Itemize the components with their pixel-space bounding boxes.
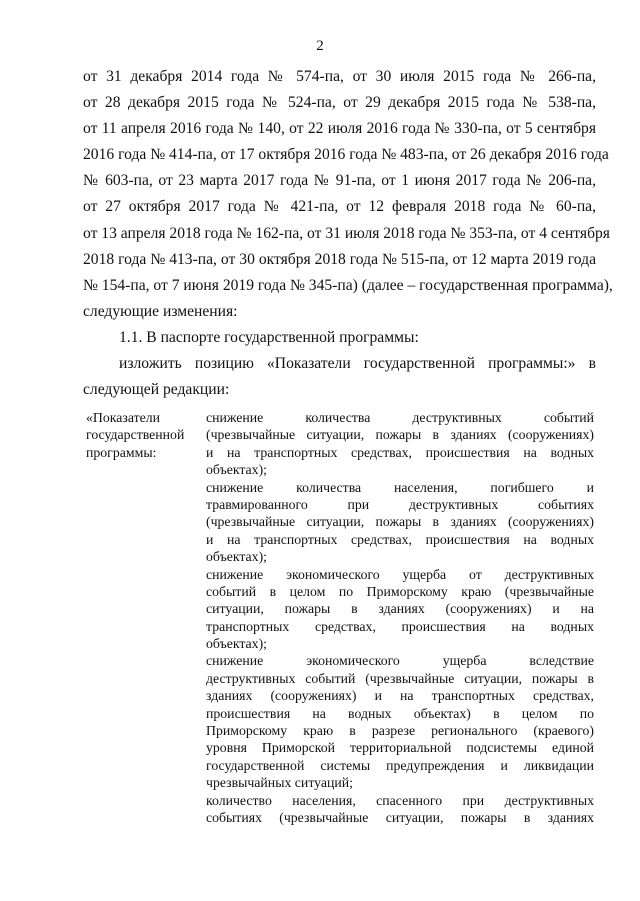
indicator-item bbox=[206, 409, 594, 479]
indicator-line: травмированного при деструктивных событиях bbox=[206, 496, 594, 512]
body-paragraph bbox=[83, 64, 613, 403]
indicator-line: объектах); bbox=[206, 462, 268, 478]
indicator-line: транспортных средствах, происшествия на водных bbox=[206, 618, 594, 634]
indicator-line: снижение экономического ущерба вследствие bbox=[206, 653, 594, 669]
paragraph-line: от 13 апреля 2018 года № 162-па, от 31 июля 2018 года № 353-па, от 4 сентября bbox=[83, 224, 610, 242]
indicator-line: снижение экономического ущерба от деструктивных bbox=[206, 566, 594, 582]
paragraph-line: № 154-па, от 7 июня 2019 года № 345-па) (далее – государственная программа), bbox=[83, 276, 613, 294]
paragraph-line: следующие изменения: bbox=[83, 302, 238, 320]
indicator-line: происшествия на водных объектах) в целом по bbox=[206, 705, 594, 721]
paragraph-line: 2018 года № 413-па, от 30 октября 2018 года № 515-па, от 12 марта 2019 года bbox=[83, 250, 596, 268]
table-label-cell bbox=[86, 409, 198, 461]
indicator-line: объектах); bbox=[206, 636, 268, 652]
table-value-cell bbox=[206, 409, 594, 826]
indicator-line: снижение количества деструктивных событий bbox=[206, 410, 594, 425]
indicator-item bbox=[206, 792, 594, 827]
paragraph-line: 2016 года № 414-па, от 17 октября 2016 года № 483-па, от 26 декабря 2016 года bbox=[83, 146, 609, 164]
indicator-line: государственной системы предупреждения и ликвидации bbox=[206, 757, 594, 773]
indicator-line: (чрезвычайные ситуации, пожары в зданиях (сооружениях) bbox=[206, 427, 594, 443]
indicator-line: Приморскому краю в разрезе регионального (краевого) bbox=[206, 723, 594, 739]
indicator-line: объектах); bbox=[206, 549, 268, 565]
paragraph-line: № 603-па, от 23 марта 2017 года № 91-па, от 1 июня 2017 года № 206-па, bbox=[83, 172, 596, 190]
indicator-item bbox=[206, 652, 594, 791]
indicator-line: количество населения, спасенного при деструктивных bbox=[206, 792, 594, 808]
indicator-line: и на транспортных средствах, происшествия на водных bbox=[206, 444, 594, 460]
indicator-line: событиях (чрезвычайные ситуации, пожары в зданиях bbox=[206, 809, 594, 825]
paragraph-line: от 31 декабря 2014 года № 574-па, от 30 июля 2015 года № 266-па, bbox=[83, 68, 596, 85]
instruction-line: следующей редакции: bbox=[83, 381, 230, 399]
indicator-line: (чрезвычайные ситуации, пожары в зданиях (сооружениях) bbox=[206, 514, 594, 530]
indicator-line: уровня Приморской территориальной подсистемы единой bbox=[206, 740, 594, 756]
paragraph-line: от 28 декабря 2015 года № 524-па, от 29 декабря 2015 года № 538-па, bbox=[83, 94, 596, 112]
label-line: программы: bbox=[86, 444, 157, 460]
paragraph-line: от 27 октября 2017 года № 421-па, от 12 февраля 2018 года № 60-па, bbox=[83, 198, 596, 216]
indicator-line: зданиях (сооружениях) и на транспортных средствах, bbox=[206, 688, 594, 704]
paragraph-line: от 11 апреля 2016 года № 140, от 22 июля 2016 года № 330-па, от 5 сентября bbox=[83, 120, 596, 138]
indicator-line: и на транспортных средствах, происшествия на водных bbox=[206, 531, 594, 547]
indicator-line: ситуации, пожары в зданиях (сооружениях) и на bbox=[206, 601, 594, 617]
indicator-item bbox=[206, 479, 594, 566]
page-number: 2 bbox=[316, 38, 324, 54]
section-heading: 1.1. В паспорте государственной программы: bbox=[119, 328, 419, 346]
indicator-line: событий в целом по Приморскому краю (чрезвычайные bbox=[206, 583, 594, 599]
label-line: «Показатели bbox=[86, 410, 161, 425]
indicator-line: чрезвычайных ситуаций; bbox=[206, 775, 353, 791]
instruction-line: изложить позицию «Показатели государственной программы:» в bbox=[119, 355, 596, 373]
label-line: государственной bbox=[86, 427, 185, 443]
indicator-line: деструктивных событий (чрезвычайные ситуации, пожары в bbox=[206, 670, 594, 686]
indicator-line: снижение количества населения, погибшего и bbox=[206, 479, 594, 495]
indicator-item bbox=[206, 566, 594, 653]
